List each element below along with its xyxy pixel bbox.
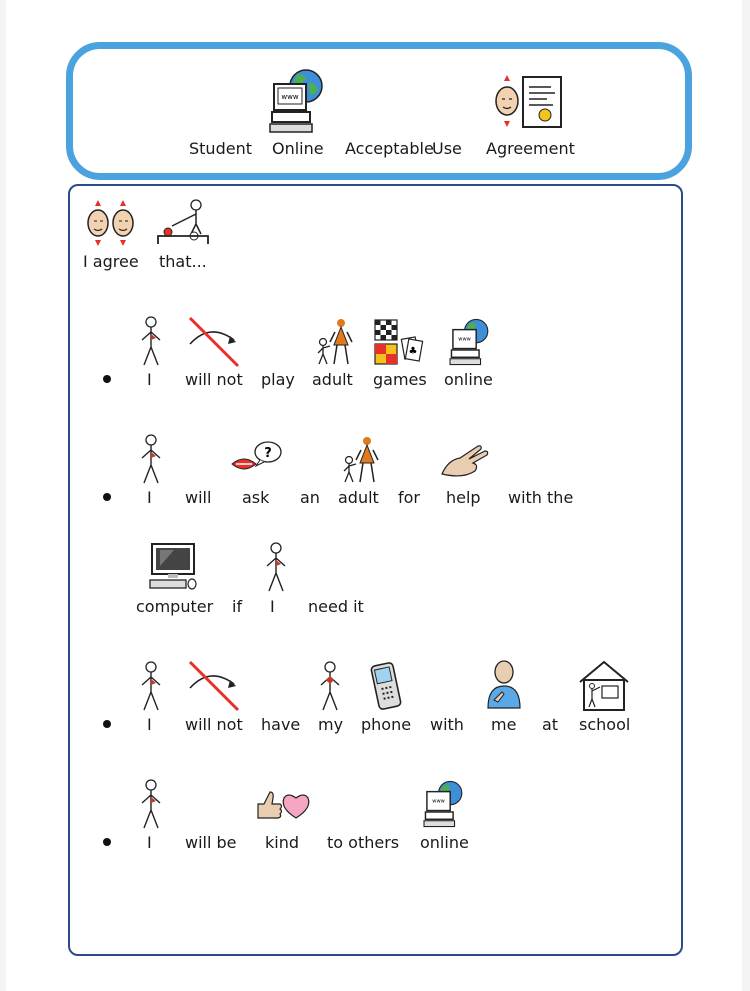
title-banner	[66, 42, 692, 180]
word-if: if	[232, 597, 243, 616]
hand-icon	[440, 444, 490, 478]
word-an: an	[300, 488, 320, 507]
adult-child-icon	[314, 318, 354, 366]
svg-text:♣: ♣	[408, 346, 418, 357]
computer-globe-icon	[424, 780, 464, 828]
word-i: I	[147, 370, 152, 389]
computer-globe-icon	[450, 318, 490, 366]
intro-i-agree: I agree	[83, 252, 139, 271]
word-phone: phone	[361, 715, 412, 734]
svg-text:www: www	[281, 93, 299, 101]
word-for: for	[398, 488, 420, 507]
word-online: online	[420, 833, 469, 852]
word-will-be: will be	[185, 833, 237, 852]
word-i: I	[147, 715, 152, 734]
word-play: play	[261, 370, 295, 389]
word-games: games	[373, 370, 427, 389]
word-will: will	[185, 488, 212, 507]
word-i: I	[147, 833, 152, 852]
computer-icon	[148, 542, 200, 590]
title-acceptable: Acceptable	[345, 139, 434, 158]
word-will-not: will not	[185, 370, 243, 389]
two-faces-icon	[86, 198, 138, 248]
phone-icon	[369, 660, 405, 712]
my-person-icon	[317, 661, 343, 713]
adult-child-icon	[340, 436, 380, 484]
word-me: me	[491, 715, 517, 734]
word-with: with	[430, 715, 464, 734]
word-need-it: need it	[308, 597, 364, 616]
svg-text:www: www	[458, 336, 471, 343]
thumbs-heart-icon	[256, 788, 310, 822]
word-ask: ask	[242, 488, 270, 507]
games-icon	[373, 318, 425, 366]
person-icon	[138, 661, 164, 713]
me-icon	[484, 660, 524, 710]
word-i: I	[270, 597, 275, 616]
word-school: school	[579, 715, 631, 734]
word-i: I	[147, 488, 152, 507]
svg-text:?: ?	[264, 446, 272, 461]
word-have: have	[261, 715, 301, 734]
word-with-the: with the	[508, 488, 574, 507]
word-adult: adult	[312, 370, 353, 389]
bullet	[103, 493, 111, 501]
title-use: Use	[432, 139, 462, 158]
person-icon	[138, 316, 164, 368]
word-adult: adult	[338, 488, 379, 507]
word-at: at	[542, 715, 559, 734]
svg-text:www: www	[432, 798, 445, 805]
not-icon	[186, 660, 242, 712]
computer-globe-icon	[270, 68, 325, 134]
word-online: online	[444, 370, 493, 389]
title-student: Student	[189, 139, 252, 158]
bullet	[103, 375, 111, 383]
not-icon	[186, 316, 242, 368]
word-my: my	[318, 715, 344, 734]
intro-that: that...	[159, 252, 207, 271]
person-icon	[138, 779, 164, 831]
word-will-not: will not	[185, 715, 243, 734]
word-help: help	[446, 488, 481, 507]
title-agreement: Agreement	[486, 139, 575, 158]
agreement-document-icon	[493, 73, 563, 131]
person-icon	[138, 434, 164, 486]
word-kind: kind	[265, 833, 300, 852]
school-icon	[576, 658, 632, 712]
bullet	[103, 838, 111, 846]
title-online: Online	[272, 139, 324, 158]
person-icon	[263, 542, 289, 594]
bullet	[103, 720, 111, 728]
word-computer: computer	[136, 597, 214, 616]
talk-question-icon	[230, 440, 284, 476]
word-to-others: to others	[327, 833, 400, 852]
balance-icon	[156, 198, 210, 246]
